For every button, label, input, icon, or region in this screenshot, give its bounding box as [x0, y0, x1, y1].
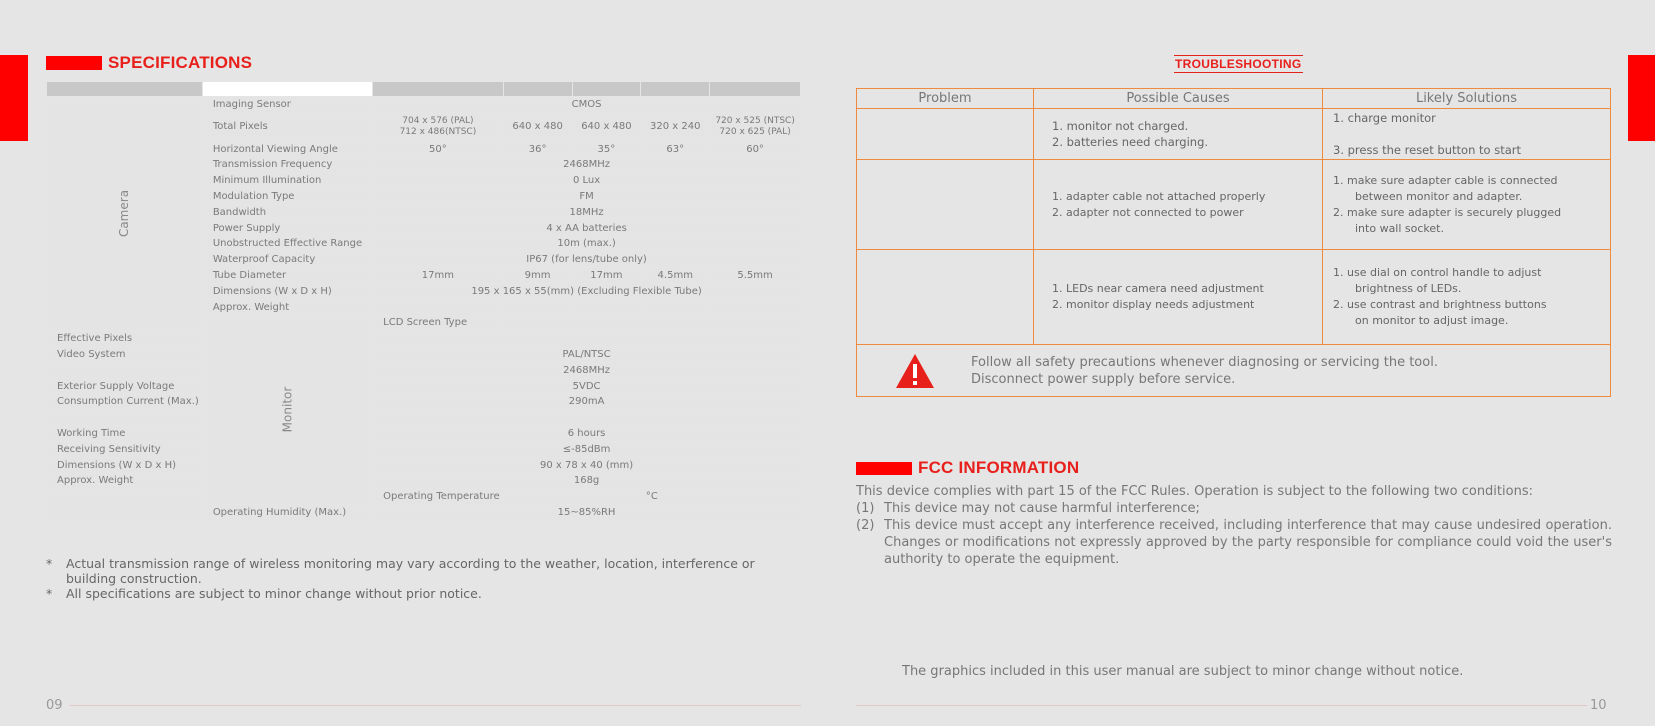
- page-number-left: 09: [46, 698, 63, 713]
- camera-group-label: Camera: [116, 189, 131, 237]
- solution-spacer: [1333, 126, 1610, 142]
- left-edge-tab: [0, 55, 28, 141]
- problem-header: Problem: [857, 89, 1034, 109]
- value-line: 712 x 486(NTSC): [399, 126, 477, 137]
- row-label: Modulation Type: [203, 189, 372, 204]
- row-value: 640 x 480: [504, 113, 572, 141]
- solution-item: 3. press the reset button to start: [1333, 143, 1521, 157]
- row-value: 4 x AA batteries: [373, 221, 800, 236]
- solutions-header: Likely Solutions: [1323, 89, 1611, 109]
- specifications-heading: [46, 53, 252, 73]
- solution-item: 1. charge monitor: [1333, 111, 1436, 125]
- row-label: Operating Temperature: [373, 489, 503, 504]
- row-label: Tube Diameter: [203, 268, 372, 283]
- row-value: 2468MHz: [373, 158, 800, 173]
- problem-cell: [857, 109, 1034, 160]
- row-value: 63°: [641, 142, 709, 157]
- cause-item: 1. adapter cable not attached properly: [1052, 189, 1266, 203]
- row-label: Approx. Weight: [47, 474, 202, 489]
- troubleshooting-title: TROUBLESHOOTING: [1175, 57, 1302, 71]
- row-value: [504, 300, 572, 315]
- row-value: 5VDC: [373, 379, 800, 394]
- row-label: Receiving Sensitivity: [47, 442, 202, 457]
- row-value: 2468MHz: [373, 363, 800, 378]
- header-cell: [373, 82, 503, 96]
- row-label: Video System: [47, 347, 202, 362]
- row-value: 50°: [373, 142, 503, 157]
- table-row: [47, 379, 800, 394]
- value-line: 704 x 576 (PAL): [402, 115, 474, 126]
- row-value: 168g: [373, 474, 800, 489]
- header-cell: [203, 82, 372, 96]
- causes-cell: [1034, 250, 1323, 345]
- header-cell: [504, 82, 572, 96]
- safety-content: [857, 353, 1610, 389]
- table-row: [47, 347, 800, 362]
- value-line: 720 x 525 (NTSC): [715, 115, 795, 126]
- row-value: ≤-85dBm: [373, 442, 800, 457]
- safety-line: Disconnect power supply before service.: [971, 371, 1236, 387]
- row-value: [373, 410, 800, 425]
- specifications-title: SPECIFICATIONS: [108, 53, 253, 72]
- safety-text: [971, 354, 1438, 388]
- table-row: [47, 395, 800, 410]
- row-value: 18MHz: [373, 205, 800, 220]
- footer-rule-left: [70, 705, 801, 706]
- row-label: Transmission Frequency: [203, 158, 372, 173]
- warning-icon: [895, 353, 935, 389]
- row-value: °C: [504, 489, 800, 504]
- solutions-cell: [1323, 109, 1611, 160]
- row-value: PAL/NTSC: [373, 347, 800, 362]
- row-label: Operating Humidity (Max.): [203, 505, 372, 520]
- value-line: 720 x 625 (PAL): [719, 126, 791, 137]
- cause-item: 2. adapter not connected to power: [1052, 205, 1244, 219]
- row-value: 60°: [710, 142, 800, 157]
- row-value: [373, 113, 503, 141]
- row-value: 17mm: [373, 268, 503, 283]
- row-value: 195 x 165 x 55(mm) (Excluding Flexible Tube): [373, 284, 800, 299]
- solution-item: between monitor and adapter.: [1355, 189, 1523, 203]
- row-value: [373, 300, 503, 315]
- row-value: 17mm: [573, 268, 641, 283]
- general-group-cell: [47, 489, 202, 520]
- cause-item: 1. LEDs near camera need adjustment: [1052, 282, 1264, 295]
- fcc-intro: This device complies with part 15 of the FCC Rules. Operation is subject to the following two conditions:: [856, 484, 1533, 499]
- row-value: FM: [373, 189, 800, 204]
- heading-red-bar: [46, 56, 102, 70]
- header-cell: [710, 82, 800, 96]
- row-value: 35°: [573, 142, 641, 157]
- causes-cell: [1034, 160, 1323, 250]
- safety-cell: [857, 345, 1611, 397]
- cause-item: 2. monitor display needs adjustment: [1052, 298, 1255, 311]
- cause-item: 2. batteries need charging.: [1052, 135, 1209, 149]
- camera-group-cell: [47, 97, 202, 330]
- solution-item: 1. make sure adapter cable is connected: [1333, 173, 1558, 187]
- row-value: 5.5mm: [710, 268, 800, 283]
- table-header-row: [47, 82, 800, 96]
- row-label: Total Pixels: [203, 113, 372, 141]
- page-number-right: 10: [1590, 698, 1607, 713]
- causes-header: Possible Causes: [1034, 89, 1323, 109]
- row-label: Bandwidth: [203, 205, 372, 220]
- row-label: Minimum Illumination: [203, 173, 372, 188]
- table-row: [47, 410, 800, 425]
- table-row: [47, 363, 800, 378]
- note-marker: *: [46, 586, 53, 601]
- row-label: Waterproof Capacity: [203, 252, 372, 267]
- row-value: 9mm: [504, 268, 572, 283]
- fcc-item-number: (1): [856, 501, 875, 516]
- solution-item: 1. use dial on control handle to adjust: [1333, 266, 1542, 279]
- fcc-heading: [856, 458, 1079, 478]
- causes-cell: [1034, 109, 1323, 160]
- row-value: [710, 113, 800, 141]
- row-value: CMOS: [373, 97, 800, 112]
- table-row: [47, 97, 800, 112]
- fcc-item-text: This device may not cause harmful interference;: [884, 501, 1200, 516]
- row-label: Consumption Current (Max.): [47, 395, 202, 410]
- footer-rule-right: [856, 705, 1587, 706]
- table-row: [47, 489, 800, 504]
- fcc-item: [856, 500, 1612, 517]
- row-value: [504, 316, 800, 331]
- table-row: [47, 426, 800, 441]
- row-label: Working Time: [47, 426, 202, 441]
- row-label: [47, 410, 202, 425]
- solution-item: 2. make sure adapter is securely plugged: [1333, 205, 1562, 219]
- row-label: Power Supply: [203, 221, 372, 236]
- note-text: All specifications are subject to minor change without prior notice.: [66, 586, 482, 601]
- troubleshooting-row: [857, 109, 1611, 160]
- row-value: 15~85%RH: [373, 505, 800, 520]
- row-value: [710, 300, 800, 315]
- row-value: 0 Lux: [373, 173, 800, 188]
- fcc-item: [856, 517, 1612, 568]
- row-value: IP67 (for lens/tube only): [373, 252, 800, 267]
- specifications-table: [46, 81, 801, 521]
- solutions-cell: [1323, 160, 1611, 250]
- row-value: 320 x 240: [641, 113, 709, 141]
- solution-item: brightness of LEDs.: [1355, 282, 1462, 295]
- safety-row: [857, 345, 1611, 397]
- table-row: [47, 474, 800, 489]
- row-value: [573, 300, 641, 315]
- fcc-body: [856, 483, 1612, 568]
- row-label: Unobstructed Effective Range: [203, 237, 372, 252]
- troubleshooting-header-row: [857, 89, 1611, 109]
- header-cell: [47, 82, 202, 96]
- note-item: [46, 556, 806, 586]
- solution-item: into wall socket.: [1355, 221, 1444, 235]
- row-label: Imaging Sensor: [203, 97, 372, 112]
- row-label: [47, 363, 202, 378]
- row-value: 4.5mm: [641, 268, 709, 283]
- troubleshooting-table: [856, 88, 1611, 397]
- troubleshooting-row: [857, 250, 1611, 345]
- header-cell: [641, 82, 709, 96]
- row-label: Dimensions (W x D x H): [203, 284, 372, 299]
- row-value: 10m (max.): [373, 237, 800, 252]
- graphics-note: The graphics included in this user manual are subject to minor change without notice.: [902, 664, 1464, 679]
- row-value: 6 hours: [373, 426, 800, 441]
- row-label: Horizontal Viewing Angle: [203, 142, 372, 157]
- solutions-cell: [1323, 250, 1611, 345]
- specification-notes: [46, 556, 806, 601]
- problem-cell: [857, 160, 1034, 250]
- safety-line: Follow all safety precautions whenever diagnosing or servicing the tool.: [971, 354, 1438, 370]
- troubleshooting-row: [857, 160, 1611, 250]
- solution-item: on monitor to adjust image.: [1355, 314, 1509, 327]
- heading-red-bar: [856, 462, 912, 475]
- row-label: Effective Pixels: [47, 331, 202, 346]
- row-value: 36°: [504, 142, 572, 157]
- note-marker: *: [46, 556, 53, 571]
- fcc-item-text: This device must accept any interference received, including interference that may cause undesired operation. Changes or modifications not expressly approved by the party responsible for compliance could void the user's authority to operate the equipment.: [884, 518, 1612, 567]
- row-label: Exterior Supply Voltage: [47, 379, 202, 394]
- table-row: [47, 458, 800, 473]
- table-row: [47, 442, 800, 457]
- monitor-group-label: Monitor: [279, 386, 294, 433]
- header-cell: [573, 82, 641, 96]
- row-label: Approx. Weight: [203, 300, 372, 315]
- fcc-item-number: (2): [856, 518, 875, 533]
- fcc-title: FCC INFORMATION: [918, 458, 1080, 477]
- row-value: 90 x 78 x 40 (mm): [373, 458, 800, 473]
- cause-item: 1. monitor not charged.: [1052, 119, 1189, 133]
- row-label: LCD Screen Type: [373, 316, 503, 331]
- solution-item: 2. use contrast and brightness buttons: [1333, 298, 1547, 311]
- row-label: Dimensions (W x D x H): [47, 458, 202, 473]
- note-text: Actual transmission range of wireless monitoring may vary according to the weather, location, interference or building construction.: [66, 556, 755, 586]
- problem-cell: [857, 250, 1034, 345]
- row-value: 640 x 480: [573, 113, 641, 141]
- note-item: [46, 586, 806, 601]
- monitor-group-cell: [203, 316, 372, 505]
- table-row: [47, 331, 800, 346]
- right-edge-tab: [1628, 55, 1655, 141]
- row-value: 290mA: [373, 395, 800, 410]
- row-value: [641, 300, 709, 315]
- row-value: [373, 331, 800, 346]
